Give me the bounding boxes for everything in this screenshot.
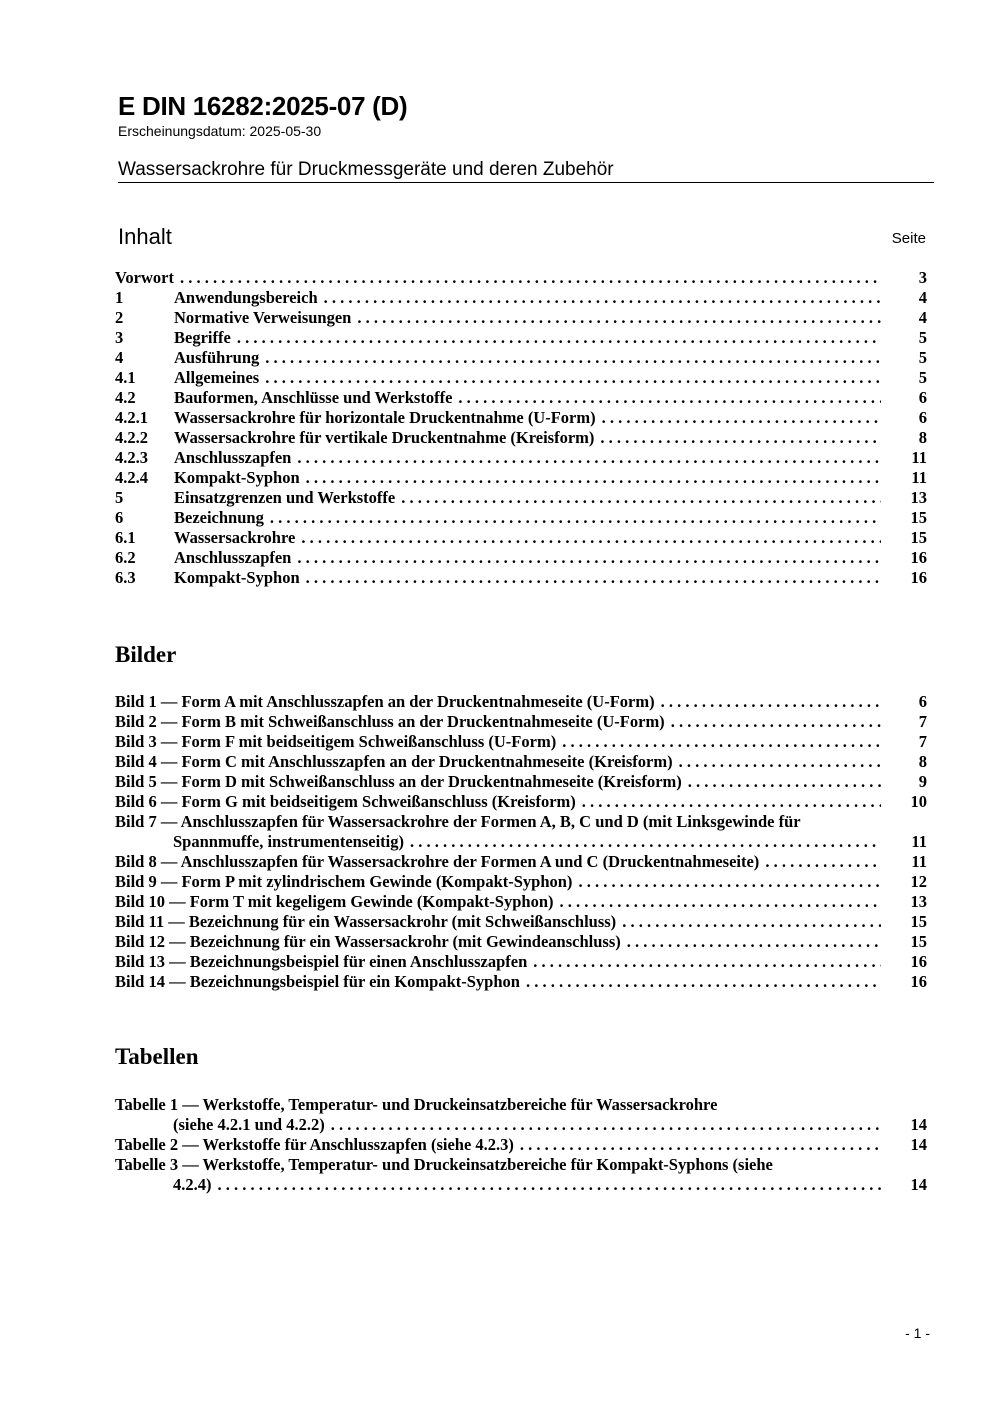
figure-entry[interactable] — [115, 892, 927, 912]
title-divider — [118, 182, 934, 183]
leader-dots — [297, 448, 881, 468]
leader-dots — [765, 852, 881, 872]
toc-entry-number: 2 — [115, 308, 124, 327]
toc-list — [115, 268, 927, 588]
toc-entry-title: Wassersackrohre für vertikale Druckentnahme (Kreisform) — [174, 428, 595, 447]
figure-entry[interactable] — [115, 812, 927, 852]
toc-entry-title: Wassersackrohre — [174, 528, 296, 547]
toc-entry[interactable] — [115, 288, 927, 308]
toc-entry-title: Anwendungsbereich — [174, 288, 318, 307]
figure-entry-title: Bild 10 — Form T mit kegeligem Gewinde (Kompakt-Syphon) — [115, 892, 554, 911]
leader-dots — [688, 772, 881, 792]
toc-entry-number: 5 — [115, 488, 124, 507]
table-entry-title-cont: (siehe 4.2.1 und 4.2.2) — [173, 1115, 325, 1134]
leader-dots — [600, 428, 881, 448]
toc-entry-number: 1 — [115, 288, 124, 307]
figure-entry-page: 10 — [910, 792, 927, 811]
leader-dots — [458, 388, 881, 408]
figure-entry-title: Bild 3 — Form F mit beidseitigem Schweißanschluss (U-Form) — [115, 732, 557, 751]
table-entry[interactable] — [115, 1095, 927, 1135]
toc-entry-title: Begriffe — [174, 328, 231, 347]
toc-entry-page: 6 — [918, 408, 927, 427]
table-entry-title: Tabelle 3 — Werkstoffe, Temperatur- und Druckeinsatzbereiche für Kompakt-Syphons (siehe — [115, 1155, 773, 1174]
toc-entry[interactable] — [115, 308, 927, 328]
toc-entry-page: 15 — [910, 528, 927, 547]
toc-entry-number: 4.2.2 — [115, 428, 148, 447]
leader-dots — [679, 752, 881, 772]
figure-entry-page: 7 — [918, 712, 927, 731]
table-entry-title-cont: 4.2.4) — [173, 1175, 212, 1194]
figure-entry[interactable] — [115, 772, 927, 792]
figure-entry-title: Bild 8 — Anschlusszapfen für Wassersackrohre der Formen A und C (Druckentnahmeseite) — [115, 852, 760, 871]
toc-entry-title: Ausführung — [174, 348, 260, 367]
leader-dots — [265, 348, 881, 368]
toc-entry-title: Anschlusszapfen — [174, 548, 292, 567]
figure-entry-page: 15 — [910, 912, 927, 931]
toc-entry-page: 5 — [918, 328, 927, 347]
toc-entry-page: 11 — [911, 468, 927, 487]
table-entry-title: Tabelle 2 — Werkstoffe für Anschlusszapfen (siehe 4.2.3) — [115, 1135, 514, 1154]
leader-dots — [627, 932, 881, 952]
toc-entry[interactable] — [115, 428, 927, 448]
leader-dots — [533, 952, 881, 972]
document-title: Wassersackrohre für Druckmessgeräte und deren Zubehör — [118, 159, 614, 180]
toc-entry-page: 3 — [918, 268, 927, 287]
toc-entry-page: 16 — [910, 568, 927, 587]
table-entry-title: Tabelle 1 — Werkstoffe, Temperatur- und Druckeinsatzbereiche für Wassersackrohre — [115, 1095, 718, 1114]
toc-entry-page: 15 — [910, 508, 927, 527]
figure-entry-page: 6 — [918, 692, 927, 711]
figure-entry-title: Bild 12 — Bezeichnung für ein Wassersackrohr (mit Gewindeanschluss) — [115, 932, 621, 951]
publication-date: Erscheinungsdatum: 2025-05-30 — [118, 123, 322, 139]
figure-entry-title: Bild 4 — Form C mit Anschlusszapfen an der Druckentnahmeseite (Kreisform) — [115, 752, 673, 771]
table-entry[interactable] — [115, 1155, 927, 1195]
toc-entry-number: 6.3 — [115, 568, 136, 587]
leader-dots — [401, 488, 881, 508]
toc-entry[interactable] — [115, 388, 927, 408]
toc-heading: Inhalt — [118, 224, 172, 249]
toc-entry[interactable] — [115, 448, 927, 468]
toc-entry[interactable] — [115, 528, 927, 548]
leader-dots — [331, 1115, 881, 1135]
figure-entry[interactable] — [115, 792, 927, 812]
toc-entry-page: 16 — [910, 548, 927, 567]
toc-entry-page: 13 — [910, 488, 927, 507]
toc-entry[interactable] — [115, 408, 927, 428]
toc-entry-number: 3 — [115, 328, 124, 347]
leader-dots — [560, 892, 882, 912]
toc-entry-title: Allgemeines — [174, 368, 260, 387]
figure-entry-title: Bild 2 — Form B mit Schweißanschluss an der Druckentnahmeseite (U-Form) — [115, 712, 665, 731]
leader-dots — [578, 872, 881, 892]
figure-entry-page: 9 — [918, 772, 927, 791]
figure-entry-title: Bild 9 — Form P mit zylindrischem Gewinde (Kompakt-Syphon) — [115, 872, 573, 891]
toc-entry-page: 6 — [918, 388, 927, 407]
leader-dots — [602, 408, 881, 428]
figure-entry-title: Bild 5 — Form D mit Schweißanschluss an der Druckentnahmeseite (Kreisform) — [115, 772, 682, 791]
leader-dots — [237, 328, 881, 348]
toc-entry[interactable] — [115, 348, 927, 368]
figure-entry-title: Bild 11 — Bezeichnung für ein Wassersackrohr (mit Schweißanschluss) — [115, 912, 617, 931]
leader-dots — [180, 268, 881, 288]
figure-entry-page: 16 — [910, 952, 927, 971]
toc-entry-title: Bauformen, Anschlüsse und Werkstoffe — [174, 388, 453, 407]
toc-entry-page: 4 — [918, 308, 927, 327]
figure-entry-title: Bild 6 — Form G mit beidseitigem Schweißanschluss (Kreisform) — [115, 792, 576, 811]
toc-entry-number: 6 — [115, 508, 124, 527]
figure-entry[interactable] — [115, 912, 927, 932]
leader-dots — [582, 792, 881, 812]
figure-entry-page: 11 — [911, 852, 927, 871]
toc-entry-number: 6.1 — [115, 528, 136, 547]
toc-entry-title: Kompakt-Syphon — [174, 468, 300, 487]
leader-dots — [622, 912, 881, 932]
figure-entry-page: 8 — [918, 752, 927, 771]
leader-dots — [520, 1135, 881, 1155]
figures-heading: Bilder — [115, 642, 177, 667]
toc-entry-page: 11 — [911, 448, 927, 467]
toc-entry-title: Anschlusszapfen — [174, 448, 292, 467]
toc-entry[interactable] — [115, 468, 927, 488]
tables-heading: Tabellen — [115, 1044, 199, 1069]
leader-dots — [324, 288, 881, 308]
figure-entry[interactable] — [115, 972, 927, 992]
figure-entry[interactable] — [115, 712, 927, 732]
toc-entry-title: Bezeichnung — [174, 508, 264, 527]
leader-dots — [357, 308, 881, 328]
leader-dots — [526, 972, 881, 992]
figure-entry-page: 12 — [910, 872, 927, 891]
page-column-label: Seite — [891, 230, 926, 247]
toc-entry[interactable] — [115, 548, 927, 568]
figure-entry-title: Bild 13 — Bezeichnungsbeispiel für einen Anschlusszapfen — [115, 952, 528, 971]
toc-entry-title: Normative Verweisungen — [174, 308, 352, 327]
figure-entry-continuation — [115, 832, 927, 852]
toc-entry-number: 4 — [115, 348, 124, 367]
toc-entry-number: 4.2.4 — [115, 468, 148, 487]
figure-entry[interactable] — [115, 872, 927, 892]
toc-entry-title: Wassersackrohre für horizontale Druckentnahme (U-Form) — [174, 408, 596, 427]
leader-dots — [306, 568, 881, 588]
leader-dots — [306, 468, 881, 488]
leader-dots — [562, 732, 881, 752]
figure-entry-page: 15 — [910, 932, 927, 951]
toc-entry-number: 4.2 — [115, 388, 136, 407]
toc-entry-number: 6.2 — [115, 548, 136, 567]
figure-entry-page: 16 — [910, 972, 927, 991]
table-entry-continuation — [115, 1175, 927, 1195]
tables-list — [115, 1095, 927, 1195]
page-number: - 1 - — [905, 1325, 930, 1341]
figure-entry-title-cont: Spannmuffe, instrumentenseitig) — [173, 832, 405, 851]
toc-entry-number: 4.2.1 — [115, 408, 148, 427]
figure-entry[interactable] — [115, 852, 927, 872]
figure-entry[interactable] — [115, 952, 927, 972]
leader-dots — [671, 712, 881, 732]
toc-entry-page: 5 — [918, 368, 927, 387]
figure-entry-page: 13 — [910, 892, 927, 911]
figure-entry[interactable] — [115, 932, 927, 952]
figure-entry-page: 7 — [918, 732, 927, 751]
leader-dots — [661, 692, 881, 712]
toc-entry-label: Vorwort — [115, 268, 174, 287]
figure-entry-page: 11 — [911, 832, 927, 851]
table-entry-page: 14 — [910, 1115, 927, 1134]
table-entry-page: 14 — [910, 1175, 927, 1194]
leader-dots — [265, 368, 881, 388]
table-entry-page: 14 — [910, 1135, 927, 1154]
figure-entry-title: Bild 7 — Anschlusszapfen für Wassersackrohre der Formen A, B, C und D (mit Linksgewinde für — [115, 812, 801, 831]
document-id: E DIN 16282:2025-07 (D) — [118, 91, 408, 121]
toc-entry-title: Kompakt-Syphon — [174, 568, 300, 587]
toc-entry[interactable] — [115, 488, 927, 508]
figure-entry-title: Bild 1 — Form A mit Anschlusszapfen an der Druckentnahmeseite (U-Form) — [115, 692, 655, 711]
toc-entry-number: 4.1 — [115, 368, 136, 387]
toc-entry[interactable] — [115, 568, 927, 588]
toc-entry-page: 8 — [918, 428, 927, 447]
figure-entry[interactable] — [115, 692, 927, 712]
toc-entry[interactable] — [115, 328, 927, 348]
toc-entry[interactable] — [115, 268, 927, 288]
table-entry[interactable] — [115, 1135, 927, 1155]
toc-entry-page: 4 — [918, 288, 927, 307]
toc-entry-page: 5 — [918, 348, 927, 367]
leader-dots — [301, 528, 881, 548]
leader-dots — [410, 832, 881, 852]
leader-dots — [218, 1175, 882, 1195]
figure-entry[interactable] — [115, 732, 927, 752]
toc-entry[interactable] — [115, 368, 927, 388]
toc-entry[interactable] — [115, 508, 927, 528]
leader-dots — [270, 508, 881, 528]
leader-dots — [297, 548, 881, 568]
figure-entry[interactable] — [115, 752, 927, 772]
table-entry-continuation — [115, 1115, 927, 1135]
figure-entry-title: Bild 14 — Bezeichnungsbeispiel für ein Kompakt-Syphon — [115, 972, 520, 991]
toc-entry-number: 4.2.3 — [115, 448, 148, 467]
figures-list — [115, 692, 927, 992]
toc-entry-title: Einsatzgrenzen und Werkstoffe — [174, 488, 396, 507]
